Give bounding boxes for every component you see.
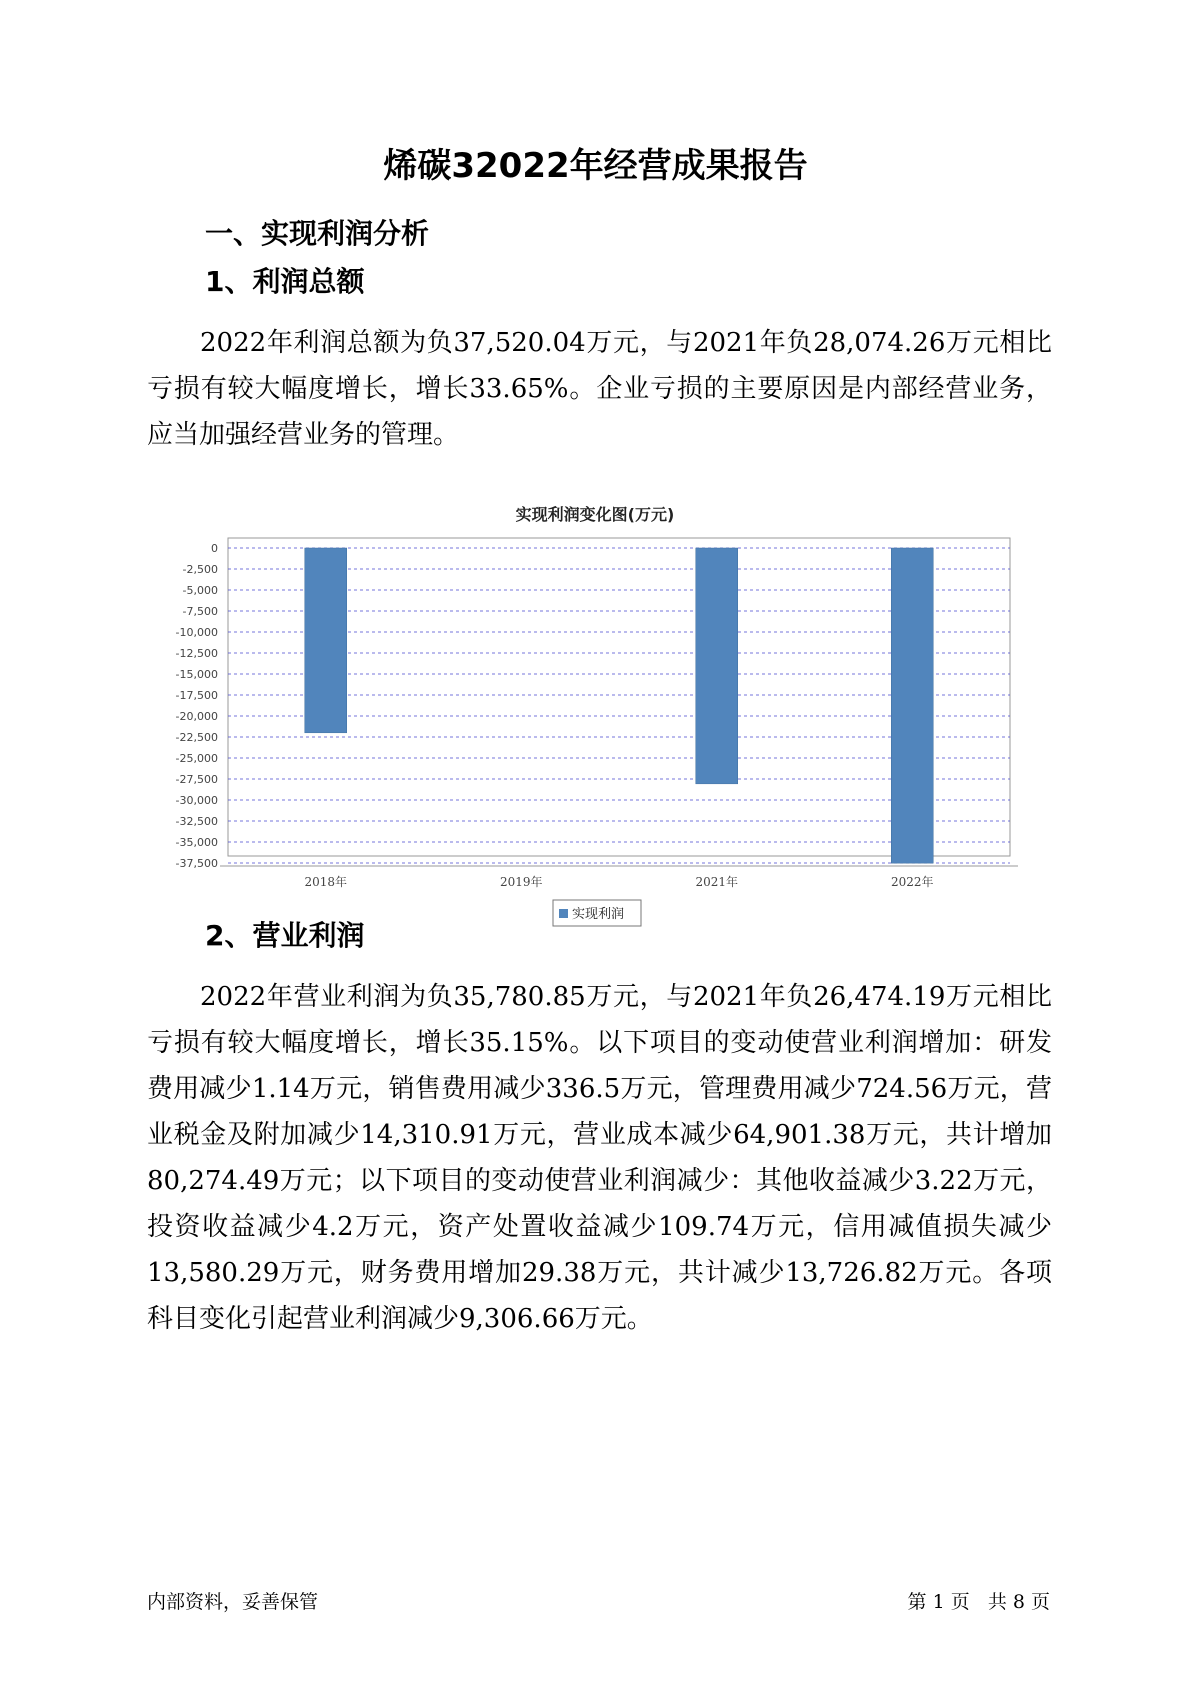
- y-tick-label: 0: [211, 542, 218, 555]
- profit-chart-svg: [160, 500, 1040, 950]
- y-tick-label: -27,500: [175, 773, 218, 786]
- y-tick-label: -12,500: [175, 647, 218, 660]
- profit-chart: [160, 500, 1040, 950]
- y-tick-label: -15,000: [175, 668, 218, 681]
- page-title: 烯碳32022年经营成果报告: [383, 146, 808, 186]
- x-tick-label: 2021年: [695, 875, 739, 889]
- bar-2022年: [891, 548, 933, 863]
- y-tick-label: -25,000: [175, 752, 218, 765]
- y-tick-label: -32,500: [175, 815, 218, 828]
- bar-2018年: [305, 548, 347, 733]
- y-tick-label: -17,500: [175, 689, 218, 702]
- x-tick-label: 2022年: [890, 875, 934, 889]
- y-tick-label: -37,500: [175, 857, 218, 870]
- x-tick-label: 2019年: [499, 875, 543, 889]
- subsection-heading-operating-profit: 2、营业利润: [205, 919, 365, 952]
- y-tick-label: -7,500: [182, 605, 218, 618]
- y-tick-label: -5,000: [182, 584, 218, 597]
- y-tick-label: -20,000: [175, 710, 218, 723]
- y-tick-label: -22,500: [175, 731, 218, 744]
- y-tick-label: -30,000: [175, 794, 218, 807]
- chart-title: 实现利润变化图(万元): [515, 505, 675, 524]
- y-tick-label: -10,000: [175, 626, 218, 639]
- operating-profit-paragraph: 2022年营业利润为负35,780.85万元，与2021年负26,474.19万元相比亏损有较大幅度增长，增长35.15%。以下项目的变动使营业利润增加：研发费用减少1.14万元，销售费用减少336.5万元，管理费用减少724.56万元，营业税金及附加减少14,310.91万元，营业成本减少64,901.38万元，共计增加80,274.49万元；以下项目的变动使营业利润减少：其他收益减少3.22万元，投资收益减少4.2万元，资产处置收益减少109.74万元，信用减值损失减少13,580.29万元，财务费用增加29.38万元，共计减少13,726.82万元。各项科目变化引起营业利润减少9,306.66万元。: [147, 982, 1052, 1334]
- x-tick-label: 2018年: [304, 875, 348, 889]
- bar-2021年: [696, 548, 738, 784]
- subsection-heading-total-profit: 1、利润总额: [205, 265, 365, 298]
- footer-confidential-note: 内部资料，妥善保管: [147, 1591, 319, 1613]
- legend-swatch: [559, 909, 568, 918]
- legend-label: 实现利润: [572, 907, 625, 922]
- y-tick-label: -35,000: [175, 836, 218, 849]
- total-profit-paragraph: 2022年利润总额为负37,520.04万元，与2021年负28,074.26万元相比亏损有较大幅度增长，增长33.65%。企业亏损的主要原因是内部经营业务，应当加强经营业务的管理。: [147, 328, 1052, 450]
- y-tick-label: -2,500: [182, 563, 218, 576]
- section-heading: 一、实现利润分析: [205, 217, 430, 250]
- footer-page-number: [908, 1587, 1050, 1614]
- page-number-label: 第 1 页 共 8 页: [907, 1591, 1050, 1613]
